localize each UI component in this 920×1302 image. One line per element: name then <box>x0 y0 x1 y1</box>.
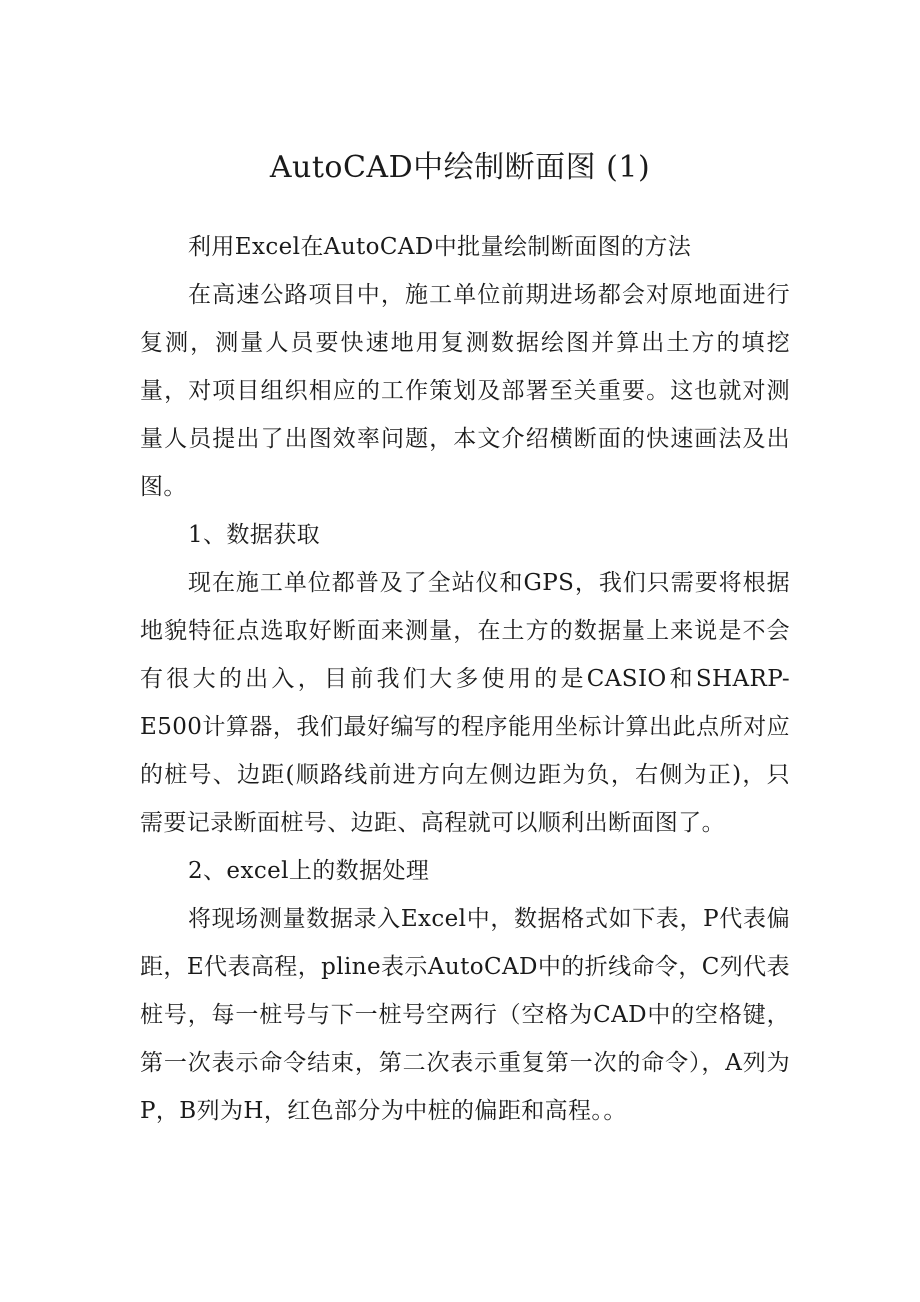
paragraph-excel-processing: 将现场测量数据录入Excel中，数据格式如下表，P代表偏距，E代表高程，pline表示AutoCAD中的折线命令，C列代表桩号，每一桩号与下一桩号空两行（空格为CAD中的空格键，第一次表示命令结束，第二次表示重复第一次的命令），A列为P，B列为H，红色部分为中桩的偏距和高程。。 <box>140 906 790 1124</box>
document-title: AutoCAD中绘制断面图 (1) <box>269 150 651 185</box>
paragraph-data-acquisition: 现在施工单位都普及了全站仪和GPS，我们只需要将根据地貌特征点选取好断面来测量，在土方的数据量上来说是不会有很大的出入，目前我们大多使用的是CASIO和SHARP-E500计算器，我们最好编写的程序能用坐标计算出此点所对应的桩号、边距(顺路线前进方向左侧边距为负，右侧为正)，只需要记录断面桩号、边距、高程就可以顺利出断面图了。 <box>140 570 790 836</box>
section-heading-excel-processing: 2、excel上的数据处理 <box>188 858 430 884</box>
section-heading-data-acquisition: 1、数据获取 <box>188 522 321 548</box>
paragraph-intro: 在高速公路项目中，施工单位前期进场都会对原地面进行复测，测量人员要快速地用复测数据绘图并算出土方的填挖量，对项目组织相应的工作策划及部署至关重要。这也就对测量人员提出了出图效率问题，本文介绍横断面的快速画法及出图。 <box>140 282 790 500</box>
document-body <box>140 223 790 1135</box>
paragraph-subtitle: 利用Excel在AutoCAD中批量绘制断面图的方法 <box>188 234 692 260</box>
